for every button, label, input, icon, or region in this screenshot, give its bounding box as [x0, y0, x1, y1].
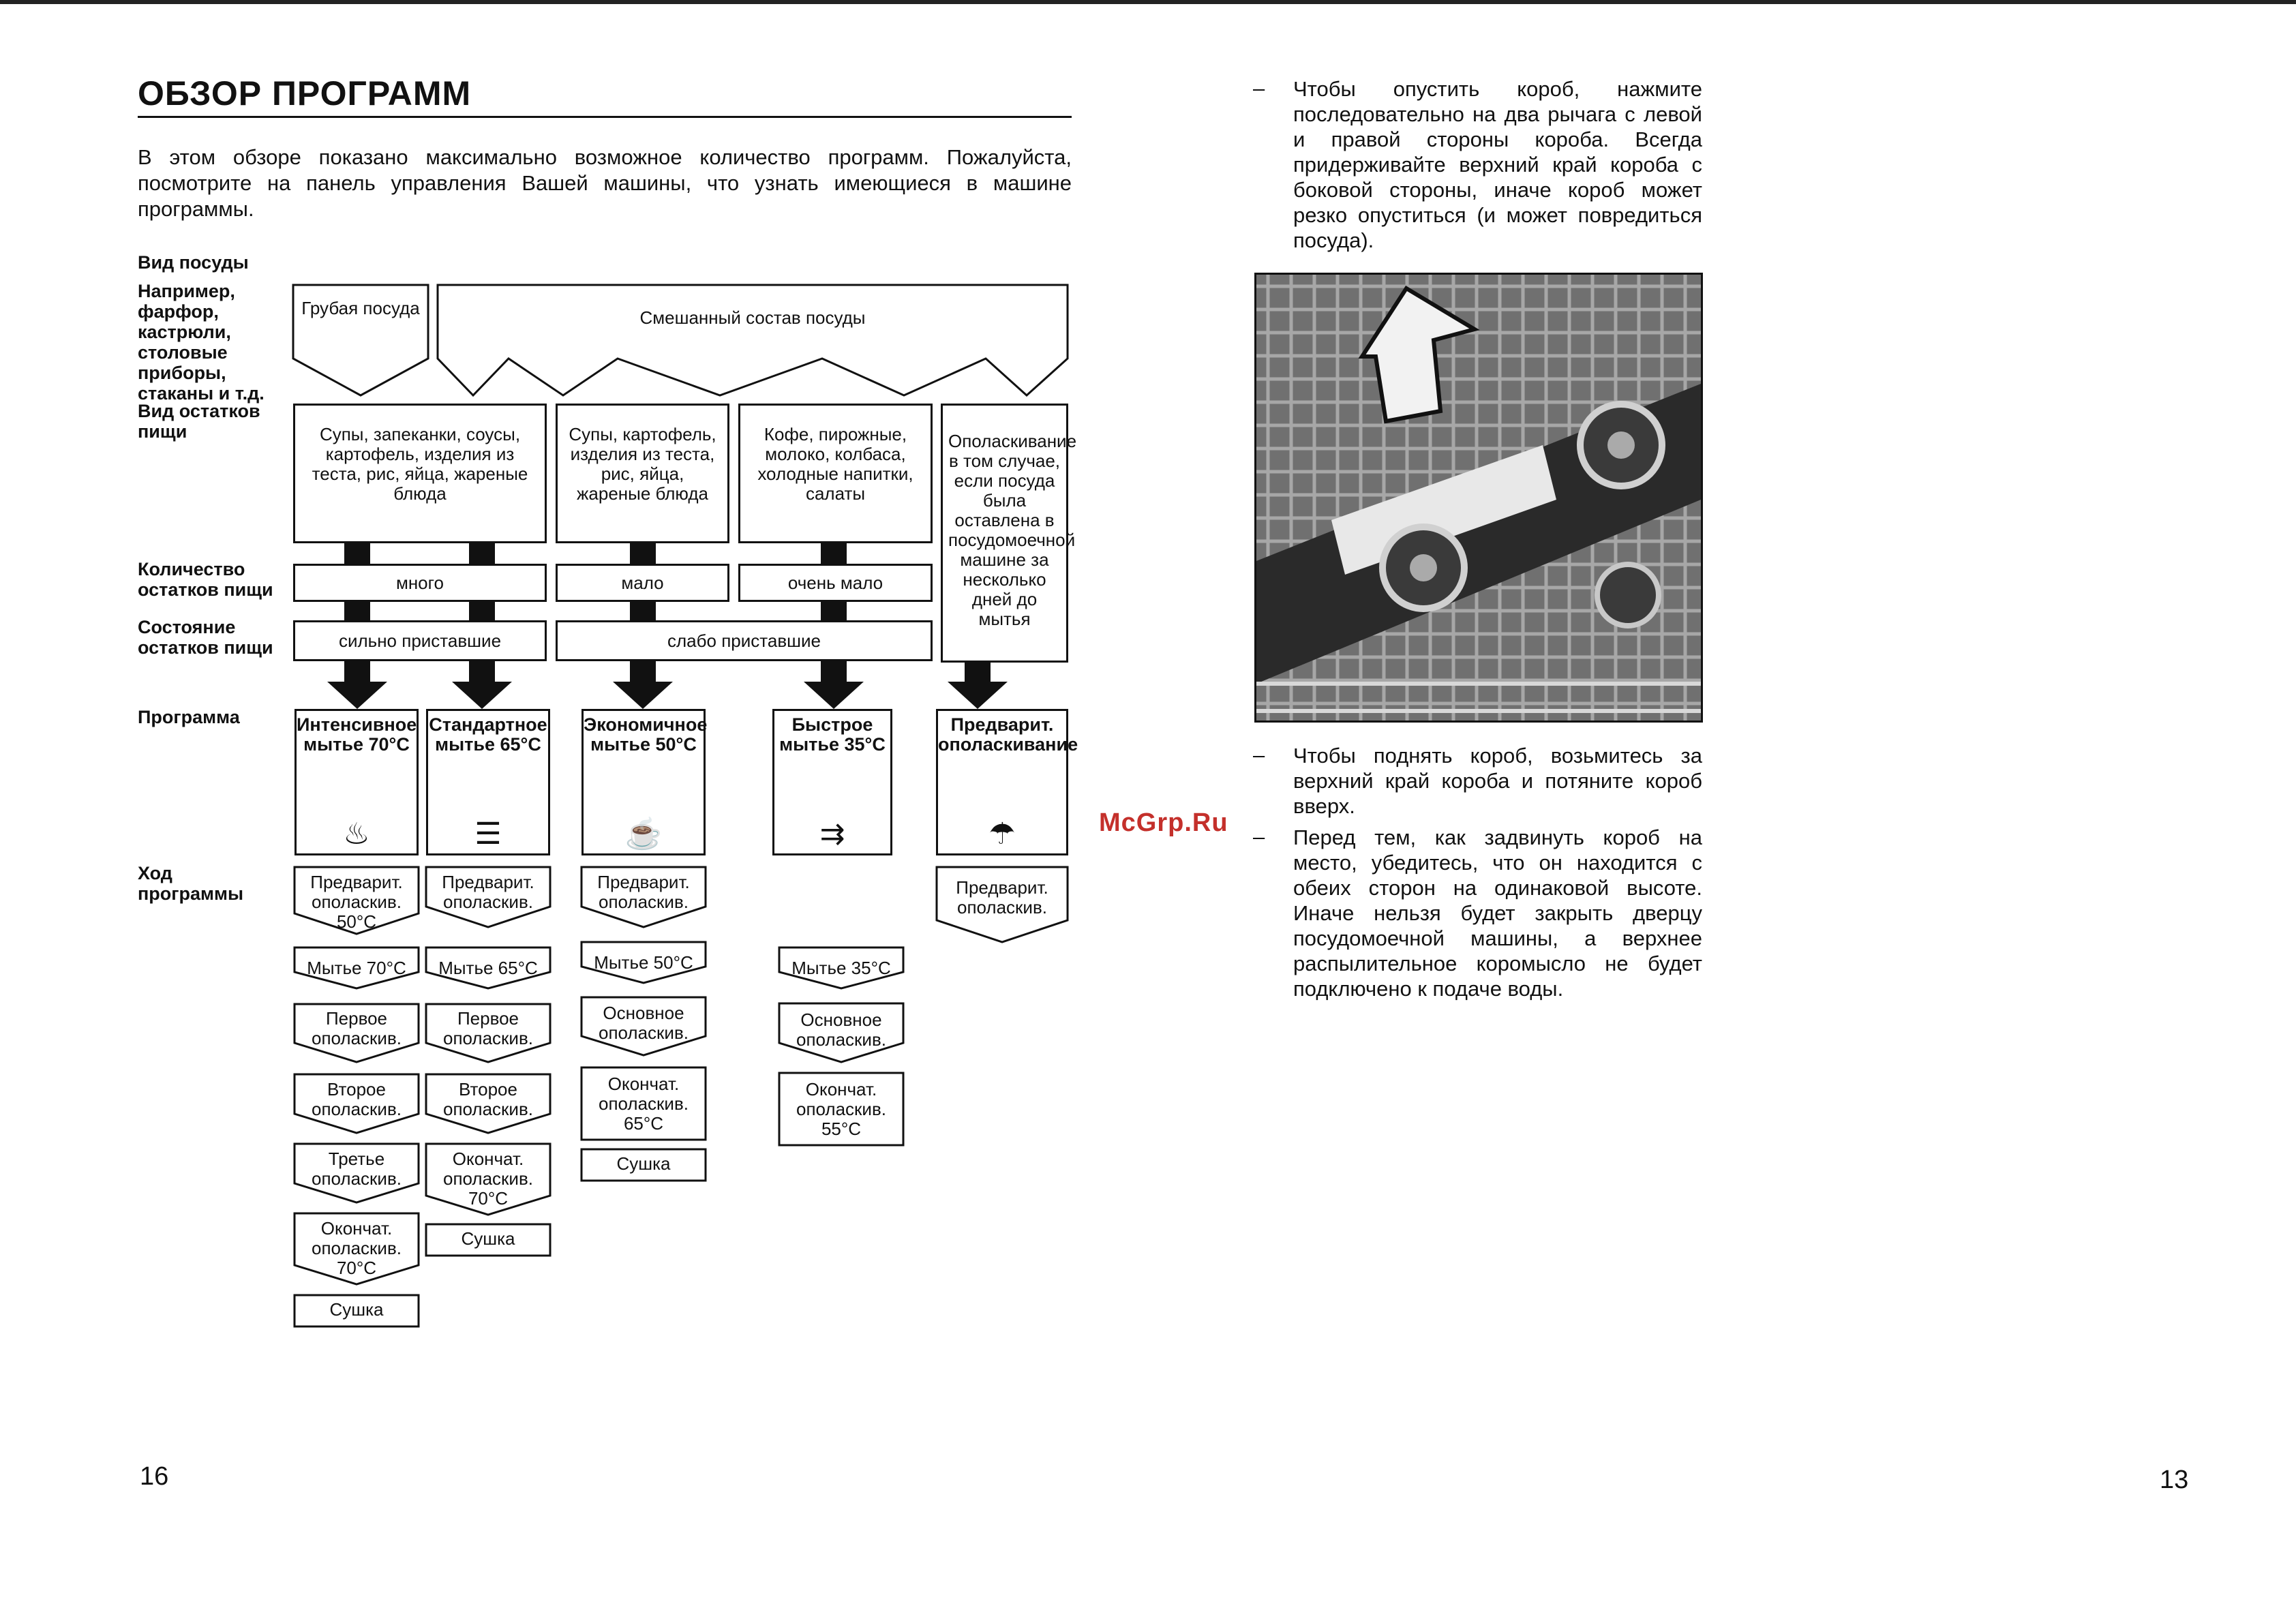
connector	[469, 602, 495, 621]
page-number-right: 13	[2160, 1466, 2189, 1494]
program-quick: Быстрое мытье 35°C ⇉	[772, 709, 892, 855]
program-arrows	[320, 661, 1077, 710]
connector	[344, 543, 370, 565]
label-course: Ход программы	[138, 863, 244, 904]
paragraph-insert-basket: Перед тем, как задвинуть короб на место, убедитесь, что он находится с обеих сторон на одинаковой высоте. Иначе нельзя будет закрыть дверцу посудомоечной машины, а верхнее распылительное коромысло не будет подключено к подаче воды.	[1293, 825, 1702, 1001]
step-final-rinse-65: Окончат. ополаскив. 65°C	[599, 1074, 689, 1134]
quick-wash-icon: ⇉	[819, 817, 845, 851]
connector	[630, 543, 656, 565]
step-drying: Сушка	[616, 1153, 671, 1174]
rinse-spray-icon: ☂	[988, 817, 1016, 851]
label-soil-type: Вид остатков пищи	[138, 401, 260, 442]
paragraph-raise-basket: Чтобы поднять короб, возьмитесь за верхний край короба и потяните короб вверх.	[1293, 744, 1702, 818]
dish-type-coarse: Грубая посуда	[301, 298, 420, 318]
mixed-dish-shape	[438, 285, 1068, 395]
step-second-rinse: Второе ополаскив.	[443, 1079, 533, 1119]
step-drying: Сушка	[461, 1228, 515, 1249]
step-final-rinse-55: Окончат. ополаскив. 55°C	[796, 1079, 886, 1139]
step-drying: Сушка	[329, 1299, 384, 1320]
step-wash-50: Мытье 50°C	[594, 952, 693, 973]
step-second-rinse: Второе ополаскив.	[312, 1079, 402, 1119]
step-main-rinse: Основное ополаскив.	[599, 1003, 689, 1043]
paragraph-lower-basket: Чтобы опустить короб, нажмите последовательно на два рычага с левой и правой стороны короба. Всегда придерживайте верхний край короба с боковой стороны, иначе короб может резко опуститься (и может повредиться посуда).	[1293, 77, 1702, 252]
top-border-line	[0, 0, 2296, 4]
step-final-rinse-70: Окончат. ополаскив. 70°C	[443, 1149, 533, 1209]
step-prerinse: Предварит. ополаскив.	[442, 872, 534, 912]
bullet-dash: –	[1253, 76, 1265, 100]
step-wash-70: Мытье 70°C	[307, 958, 406, 978]
label-dish-type: Вид посуды	[138, 252, 249, 273]
connector	[344, 602, 370, 621]
plates-icon: ☰	[474, 817, 502, 851]
cup-glass-icon: ☕	[624, 817, 663, 851]
program-prerinse: Предварит. ополаскивание ☂	[936, 709, 1068, 855]
soil-amount-little: мало	[556, 564, 729, 602]
bullet-dash: –	[1253, 825, 1265, 849]
step-main-rinse: Основное ополаскив.	[796, 1010, 886, 1050]
dish-type-mixed: Смешанный состав посуды	[639, 307, 866, 328]
page-number-left: 16	[140, 1462, 169, 1491]
bullet-dash: –	[1253, 743, 1265, 767]
soil-state-loose: слабо приставшие	[556, 620, 933, 661]
soil-amount-very-little: очень мало	[738, 564, 933, 602]
soil-type-box: Супы, запеканки, соусы, картофель, изделия из теста, рис, яйца, жареные блюда	[293, 404, 547, 543]
page-title: ОБЗОР ПРОГРАММ	[138, 74, 472, 112]
soil-type-box: Супы, картофель, изделия из теста, рис, яйца, жареные блюда	[556, 404, 729, 543]
step-prerinse-50: Предварит. ополаскив. 50°C	[310, 872, 403, 932]
intro-paragraph: В этом обзоре показано максимально возможное количество программ. Пожалуйста, посмотрите на панель управления Вашей машины, что узнать имеющиеся в машине программы.	[138, 145, 1072, 221]
step-prerinse: Предварит. ополаскив.	[597, 872, 690, 912]
title-rule	[138, 116, 1072, 118]
step-first-rinse: Первое ополаскив.	[443, 1008, 533, 1048]
label-soil-state: Состояние остатков пищи	[138, 617, 273, 658]
soil-type-box-rinse: Ополаскивание в том случае, если посуда была оставлена в посудомоечной машине за несколько дней до мытья	[941, 404, 1068, 663]
step-wash-35: Мытье 35°C	[791, 958, 891, 978]
step-third-rinse: Третье ополаскив.	[312, 1149, 402, 1189]
label-example: Например, фарфор, кастрюли, столовые приборы, стаканы и т.д.	[138, 281, 265, 404]
step-final-rinse-70: Окончат. ополаскив. 70°C	[312, 1218, 402, 1278]
watermark: McGrp.Ru	[1099, 808, 1228, 837]
program-economy: Экономичное мытье 50°C ☕	[581, 709, 706, 855]
soil-state-stuck: сильно приставшие	[293, 620, 547, 661]
connector	[821, 602, 847, 621]
connector	[630, 602, 656, 621]
soil-amount-much: много	[293, 564, 547, 602]
label-soil-amount: Количество остатков пищи	[138, 559, 273, 600]
soil-type-box: Кофе, пирожные, молоко, колбаса, холодные напитки, салаты	[738, 404, 933, 543]
program-intensive: Интенсивное мытье 70°C ♨	[294, 709, 419, 855]
basket-photo	[1254, 273, 1703, 723]
connector	[469, 543, 495, 565]
pot-icon: ♨	[343, 817, 370, 851]
step-wash-65: Мытье 65°C	[438, 958, 538, 978]
step-prerinse: Предварит. ополаскив.	[956, 877, 1048, 917]
label-program: Программа	[138, 707, 240, 727]
basket-photo-illustration	[1256, 275, 1701, 721]
connector	[821, 543, 847, 565]
step-first-rinse: Первое ополаскив.	[312, 1008, 402, 1048]
program-standard: Стандартное мытье 65°C ☰	[426, 709, 550, 855]
